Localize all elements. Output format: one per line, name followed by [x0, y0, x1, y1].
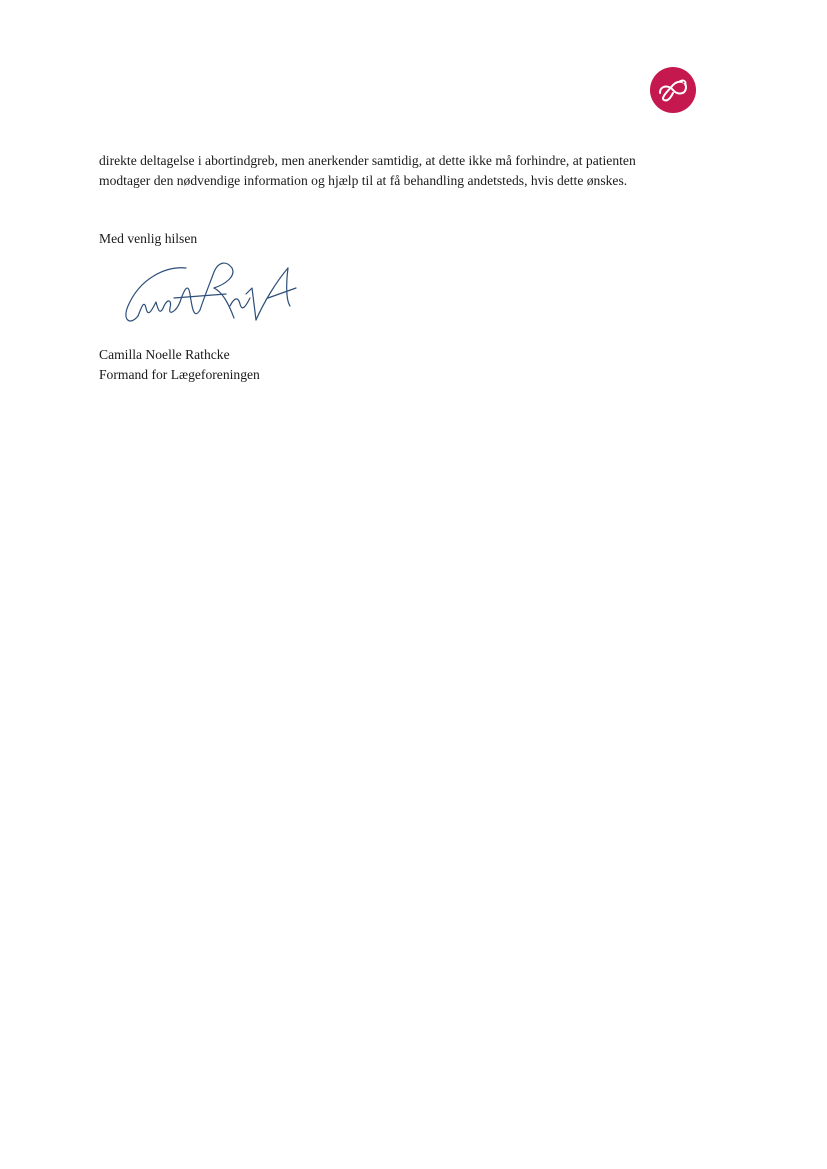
- signer-block: [99, 345, 260, 384]
- organization-logo-icon: [650, 67, 696, 113]
- signer-title: Formand for Lægeforeningen: [99, 366, 260, 382]
- body-line-2: modtager den nødvendige information og hjælp til at få behandling andetsteds, hvis dette ønskes.: [99, 173, 628, 188]
- closing-salutation: Med venlig hilsen: [99, 231, 198, 246]
- serpent-infinity-logo-icon: [650, 67, 696, 113]
- handwritten-signature-icon: [118, 258, 298, 328]
- letter-body-paragraph: [99, 151, 739, 191]
- body-line-1: direkte deltagelse i abortindgreb, men anerkender samtidig, at dette ikke må forhindre, at patienten: [99, 153, 636, 168]
- signer-name: Camilla Noelle Rathcke: [99, 347, 230, 362]
